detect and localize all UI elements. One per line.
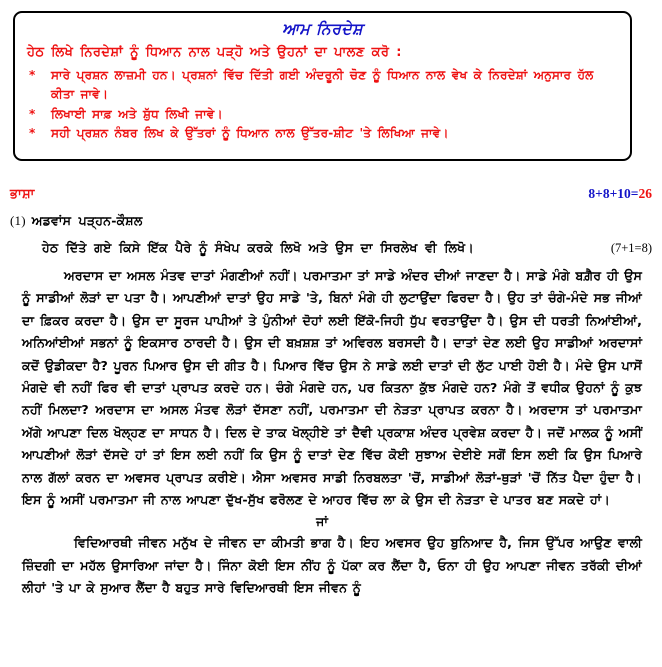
instruction-item-text: ਸਹੀ ਪ੍ਰਸ਼ਨ ਨੰਬਰ ਲਿਖ ਕੇ ਉੱਤਰਾਂ ਨੂੰ ਧਿਆਨ ਨਾਲ ਉੱਤਰ-ਸ਼ੀਟ 'ਤੇ ਲਿਖਿਆ ਜਾਵੇ। bbox=[51, 126, 449, 141]
question-instruction: ਹੇਠ ਦਿੱਤੇ ਗਏ ਕਿਸੇ ਇੱਕ ਪੈਰੇ ਨੂੰ ਸੰਖੇਪ ਕਰਕੇ ਲਿਖੋ ਅਤੇ ਉਸ ਦਾ ਸਿਰਲੇਖ ਵੀ ਲਿਖੋ। bbox=[42, 240, 474, 255]
passage-second: ਵਿਦਿਆਰਥੀ ਜੀਵਨ ਮਨੁੱਖ ਦੇ ਜੀਵਨ ਦਾ ਕੀਮਤੀ ਭਾਗ ਹੈ। ਇਹ ਅਵਸਰ ਉਹ ਬੁਨਿਆਦ ਹੈ, ਜਿਸ ਉੱਪਰ ਆਉਣ ਵਾਲੀ ਜ਼ਿੰਦਗੀ ਦਾ ਮਹੱਲ ਉਸਾਰਿਆ ਜਾਂਦਾ ਹੈ। ਜਿੰਨਾ ਕੋਈ ਇਸ ਨੀਂਹ ਨੂੰ ਪੱਕਾ ਕਰ ਲੈਂਦਾ ਹੈ, ਓਨਾ ਹੀ ਉਹ ਆਪਣਾ ਜੀਵਨ ਤਰੱਕੀ ਦੀਆਂ ਲੀਹਾਂ 'ਤੇ ਪਾ ਕੇ ਸੁਆਰ ਲੈਂਦਾ ਹੈ ਬਹੁਤ ਸਾਰੇ ਵਿਦਿਆਰਥੀ ਇਸ ਜੀਵਨ ਨੂੰ bbox=[22, 535, 642, 596]
section-title: ਭਾਸ਼ਾ bbox=[10, 187, 35, 202]
marks-total: 26 bbox=[638, 186, 652, 201]
section-marks bbox=[588, 186, 652, 202]
section-heading-row bbox=[10, 186, 652, 202]
instruction-item bbox=[25, 66, 620, 103]
or-divider-label: ਜਾਂ bbox=[316, 514, 328, 530]
instructions-lead-text: ਹੇਠ ਲਿਖੇ ਨਿਰਦੇਸ਼ਾਂ ਨੂੰ ਧਿਆਨ ਨਾਲ ਪੜ੍ਹੋ ਅਤੇ ਉਹਨਾਂ ਦਾ ਪਾਲਣ ਕਰੋ : bbox=[27, 44, 402, 60]
question-label: ਅਡਵਾਂਸ ਪੜ੍ਹਨ-ਕੌਸ਼ਲ bbox=[31, 213, 143, 228]
asterisk-bullet-icon: * bbox=[29, 106, 36, 121]
instruction-item bbox=[25, 124, 620, 143]
asterisk-bullet-icon: * bbox=[29, 68, 36, 83]
passages-area bbox=[22, 265, 642, 600]
instruction-item bbox=[25, 105, 620, 124]
question-number: (1) bbox=[10, 213, 26, 228]
instruction-item-text: ਲਿਖਾਈ ਸਾਫ਼ ਅਤੇ ਸ਼ੁੱਧ ਲਿਖੀ ਜਾਵੇ। bbox=[51, 106, 223, 121]
instructions-list bbox=[25, 66, 620, 142]
question-heading bbox=[10, 213, 652, 229]
asterisk-bullet-icon: * bbox=[29, 126, 36, 141]
question-marks: (7+1=8) bbox=[610, 241, 652, 255]
passage-first: ਅਰਦਾਸ ਦਾ ਅਸਲ ਮੰਤਵ ਦਾਤਾਂ ਮੰਗਣੀਆਂ ਨਹੀਂ। ਪਰਮਾਤਮਾ ਤਾਂ ਸਾਡੇ ਅੰਦਰ ਦੀਆਂ ਜਾਣਦਾ ਹੈ। ਸਾਡੇ ਮੰਗੇ ਬਗ਼ੈਰ ਹੀ ਉਸ ਨੂੰ ਸਾਡੀਆਂ ਲੋੜਾਂ ਦਾ ਪਤਾ ਹੈ। ਆਪਣੀਆਂ ਦਾਤਾਂ ਉਹ ਸਾਡੇ 'ਤੇ, ਬਿਨਾਂ ਮੰਗੇ ਹੀ ਲੁਟਾਉਂਦਾ ਫਿਰਦਾ ਹੈ। ਉਹ ਤਾਂ ਚੰਗੇ-ਮੰਦੇ ਸਭ ਜੀਆਂ ਦਾ ਫ਼ਿਕਰ ਕਰਦਾ ਹੈ। ਉਸ ਦਾ ਸੂਰਜ ਪਾਪੀਆਂ ਤੇ ਪੁੰਨੀਆਂ ਦੋਹਾਂ ਲਈ ਇੱਕੋ-ਜਿਹੀ ਧੁੱਪ ਵਰਤਾਉਂਦਾ ਹੈ। ਉਸ ਦੀ ਧਰਤੀ ਨਿਆਂਈਆਂ, ਅਨਿਆਂਈਆਂ ਸਭਨਾਂ ਨੂੰ ਇਕਸਾਰ ਠਾਰਦੀ ਹੈ। ਉਸ ਦੀ ਬਖ਼ਸ਼ਸ਼ ਤਾਂ ਅਵਿਰਲ ਬਰਸਦੀ ਹੈ। ਦਾਤਾਂ ਦੇਣ ਲਈ ਉਹ ਸਾਡੀਆਂ ਅਰਦਾਸਾਂ ਕਦੋਂ ਉਡੀਕਦਾ ਹੈ? ਪੂਰਨ ਪਿਆਰ ਉਸ ਦੀ ਗੀਤ ਹੈ। ਪਿਆਰ ਵਿੱਚ ਉਸ ਨੇ ਸਾਡੇ ਲਈ ਦਾਤਾਂ ਦੀ ਲੁੱਟ ਪਾਈ ਹੋਈ ਹੈ। ਮੰਦੇ ਉਸ ਪਾਸੋਂ ਮੰਗਦੇ ਵੀ ਨਹੀਂ ਫਿਰ ਵੀ ਦਾਤਾਂ ਪ੍ਰਾਪਤ ਕਰਦੇ ਹਨ। ਚੰਗੇ ਮੰਗਦੇ ਹਨ, ਪਰ ਕਿਤਨਾ ਕੁੱਝ ਮੰਗਦੇ ਹਨ? ਮੰਗੇ ਤੋਂ ਵਧੀਕ ਉਹਨਾਂ ਨੂੰ ਕੁਝ ਨਹੀਂ ਮਿਲਦਾ? ਅਰਦਾਸ ਦਾ ਅਸਲ ਮੰਤਵ ਲੋੜਾਂ ਦੱਸਣਾ ਨਹੀਂ, ਪਰਮਾਤਮਾ ਦੀ ਨੇੜਤਾ ਪ੍ਰਾਪਤ ਕਰਨਾ ਹੈ। ਅਰਦਾਸ ਤਾਂ ਪਰਮਾਤਮਾ ਅੱਗੇ ਆਪਣਾ ਦਿਲ ਖੋਲ੍ਹਣ ਦਾ ਸਾਧਨ ਹੈ। ਦਿਲ ਦੇ ਤਾਕ ਖੋਲ੍ਹੀਏ ਤਾਂ ਦੈਵੀ ਪ੍ਰਕਾਸ਼ ਅੰਦਰ ਪ੍ਰਵੇਸ਼ ਕਰਦਾ ਹੈ। ਜਦੋਂ ਮਾਲਕ ਨੂੰ ਅਸੀਂ ਆਪਣੀਆਂ ਲੋੜਾਂ ਦੱਸਦੇ ਹਾਂ ਤਾਂ ਇਸ ਲਈ ਨਹੀਂ ਕਿ ਉਸ ਨੂੰ ਦਾਤਾਂ ਦੇਣ ਵਿੱਚ ਕੋਈ ਸੁਝਾਅ ਦੇਈਏ ਸਗੋਂ ਇਸ ਲਈ ਕਿ ਉਸ ਪਿਆਰੇ ਨਾਲ ਗੱਲਾਂ ਕਰਨ ਦਾ ਅਵਸਰ ਪ੍ਰਾਪਤ ਕਰੀਏ। ਐਸਾ ਅਵਸਰ ਸਾਡੀ ਨਿਰਬਲਤਾ 'ਚੋਂ, ਸਾਡੀਆਂ ਲੋੜਾਂ-ਥੁੜਾਂ 'ਚੋਂ ਨਿੱਤ ਪੈਦਾ ਹੁੰਦਾ ਹੈ। ਇਸ ਨੂੰ ਅਸੀਂ ਪਰਮਾਤਮਾ ਜੀ ਨਾਲ ਆਪਣਾ ਦੁੱਖ-ਸੁੱਖ ਫਰੋਲਣ ਦੇ ਆਹਰ ਵਿੱਚ ਲਾ ਕੇ ਉਸ ਦੀ ਨੇੜਤਾ ਦੇ ਪਾਤਰ ਬਣ ਸਕਦੇ ਹਾਂ। bbox=[22, 268, 642, 508]
instructions-title: ਆਮ ਨਿਰਦੇਸ਼ bbox=[282, 20, 363, 38]
instruction-item-text: ਸਾਰੇ ਪ੍ਰਸ਼ਨ ਲਾਜ਼ਮੀ ਹਨ। ਪ੍ਰਸ਼ਨਾਂ ਵਿੱਚ ਦਿੱਤੀ ਗਈ ਅੰਦਰੂਨੀ ਚੋਣ ਨੂੰ ਧਿਆਨ ਨਾਲ ਵੇਖ ਕੇ ਨਿਰਦੇਸ਼ਾਂ ਅਨੁਸਾਰ ਹੱਲ ਕੀਤਾ ਜਾਵੇ। bbox=[51, 68, 594, 102]
marks-expression: 8+8+10= bbox=[588, 186, 639, 201]
general-instructions-box bbox=[13, 11, 632, 161]
question-instruction-row bbox=[10, 240, 652, 256]
